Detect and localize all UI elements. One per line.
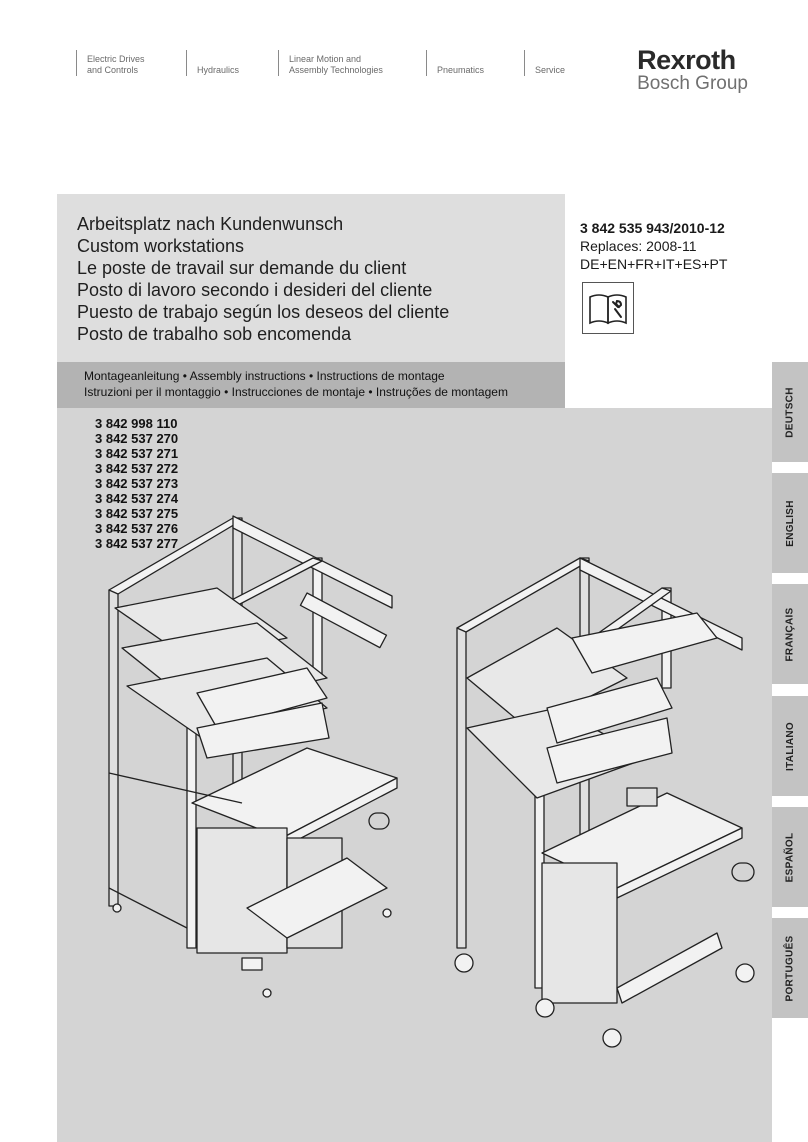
tab-label: ITALIANO (784, 721, 796, 771)
nav-line: Linear Motion and (289, 54, 362, 64)
nav-pneumatics[interactable] (426, 50, 484, 76)
right-workstation (455, 558, 754, 1047)
tab-label: ENGLISH (784, 499, 796, 547)
part-number: 3 842 537 276 (95, 521, 179, 536)
nav-line: Service (535, 65, 566, 75)
nav-line: Pneumatics (437, 65, 485, 75)
title-pt: Posto de trabalho sob encomenda (77, 324, 352, 344)
part-number: 3 842 537 275 (95, 506, 179, 521)
tab-label: PORTUGUÊS (784, 934, 796, 1002)
part-number: 3 842 537 274 (95, 491, 179, 506)
subtitle-line: Istruzioni per il montaggio • Instrucciones de montaje • Instruções de montagem (84, 385, 508, 399)
part-number: 3 842 998 110 (95, 416, 178, 431)
subtitle-line: Montageanleitung • Assembly instructions • Instructions de montage (84, 369, 445, 383)
part-number: 3 842 537 272 (95, 461, 179, 476)
tab-italiano[interactable] (772, 696, 808, 796)
tab-label: DEUTSCH (784, 386, 796, 438)
instructions-subtitles (84, 368, 508, 400)
title-it: Posto di lavoro secondo i desideri del cliente (77, 280, 433, 300)
tab-portugues[interactable] (772, 918, 808, 1018)
nav-line: Assembly Technologies (289, 65, 383, 75)
document-number: 3 842 535 943/2010-12 (580, 220, 725, 236)
tab-francais[interactable] (772, 584, 808, 684)
tab-english[interactable] (772, 473, 808, 573)
title-fr: Le poste de travail sur demande du client (77, 258, 407, 278)
title-es: Puesto de trabajo según los deseos del cliente (77, 302, 450, 322)
part-number: 3 842 537 277 (95, 536, 179, 551)
tab-label: ESPAÑOL (784, 832, 796, 882)
brand-name: Rexroth (637, 45, 736, 75)
nav-line: and Controls (87, 65, 139, 75)
workstation-illustration (57, 408, 757, 1108)
document-info (580, 219, 727, 273)
nav-line: Hydraulics (197, 65, 240, 75)
part-number: 3 842 537 270 (95, 431, 179, 446)
left-workstation (109, 516, 397, 997)
languages: DE+EN+FR+IT+ES+PT (580, 256, 728, 272)
tab-deutsch[interactable] (772, 362, 808, 462)
title-en: Custom workstations (77, 236, 245, 256)
nav-hydraulics[interactable] (186, 50, 239, 76)
title-de: Arbeitsplatz nach Kundenwunsch (77, 214, 344, 234)
tab-espanol[interactable] (772, 807, 808, 907)
division-nav (0, 50, 600, 80)
nav-service[interactable] (524, 50, 565, 76)
nav-electric-drives[interactable] (76, 50, 145, 76)
rexroth-logo (637, 46, 748, 94)
tab-label: FRANÇAIS (784, 606, 796, 662)
document-titles (77, 213, 449, 345)
part-number: 3 842 537 271 (95, 446, 179, 461)
nav-linear-motion[interactable] (278, 50, 383, 76)
replaces-date: Replaces: 2008-11 (580, 238, 697, 254)
nav-line: Electric Drives (87, 54, 145, 64)
brand-group: Bosch Group (637, 73, 748, 94)
part-number: 3 842 537 273 (95, 476, 179, 491)
manual-wrench-icon (582, 282, 634, 334)
